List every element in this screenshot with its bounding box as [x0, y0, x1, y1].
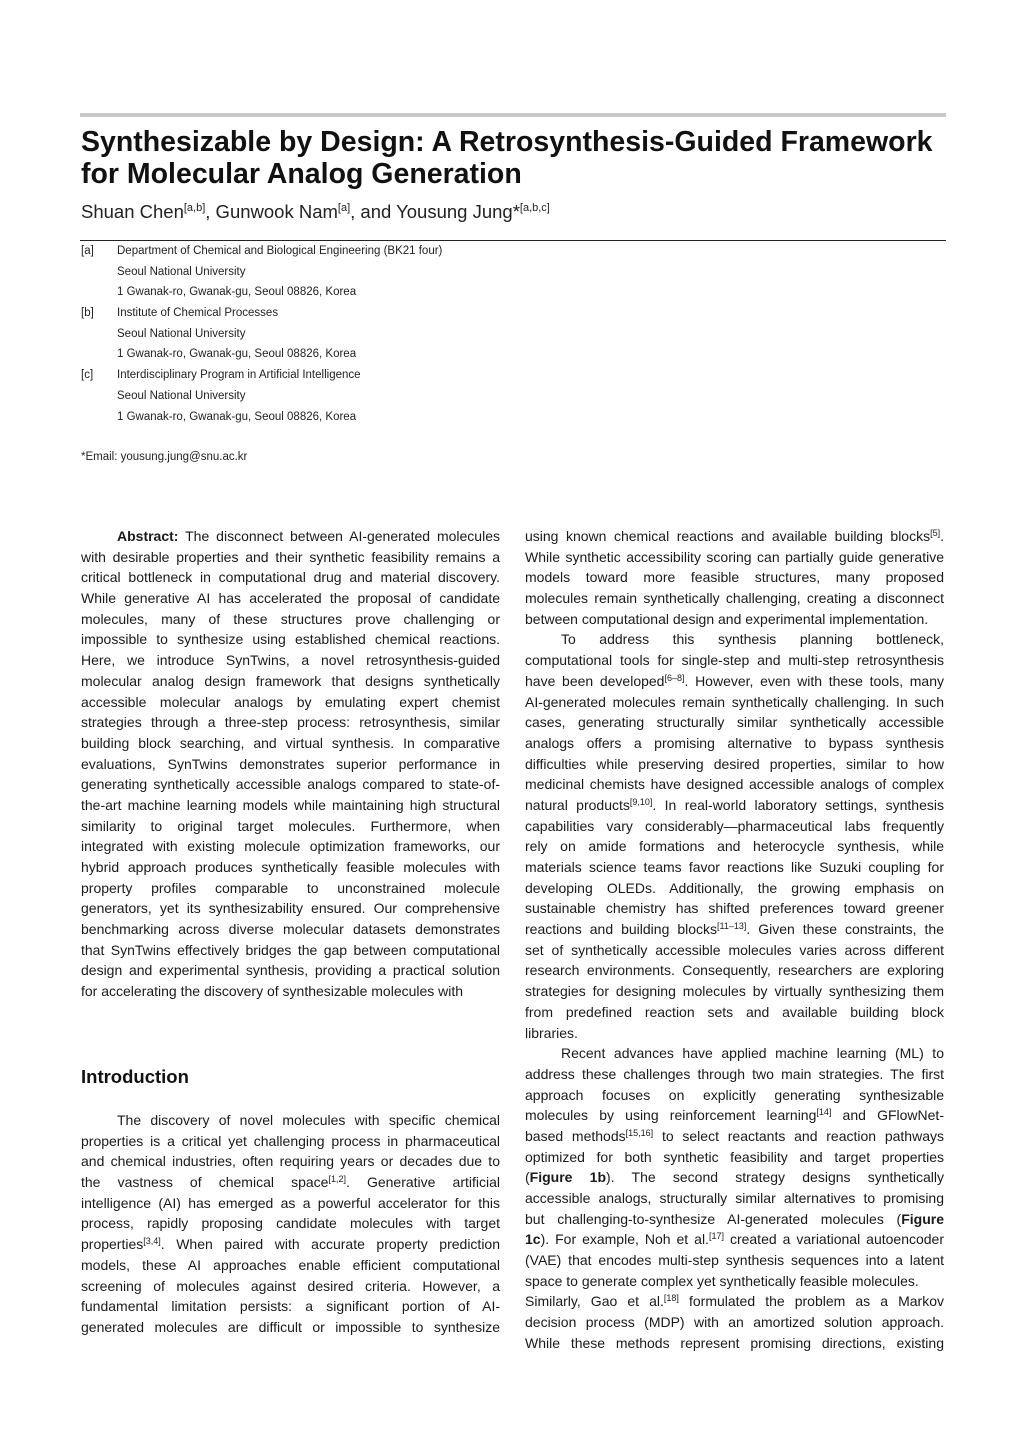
body-line: (VAE) that encodes multi-step synthesis sequences into a latent — [525, 1252, 944, 1269]
affiliation-tag — [81, 324, 117, 345]
body-text: . — [940, 528, 944, 544]
intro-line: properties is a critical yet challenging process in pharmaceutical — [81, 1132, 500, 1149]
right-column — [525, 526, 944, 1354]
abstract-line: with desirable properties and their synthetic feasibility remains a — [81, 548, 500, 565]
body-line: strategies for designing molecules by virtually synthesizing them — [525, 983, 944, 1000]
body-text: created a variational autoencoder — [723, 1231, 944, 1248]
body-line: from predefined reaction sets and available building block — [525, 1003, 944, 1020]
abstract-line: molecules, many of these structures prove challenging or — [81, 610, 500, 627]
abstract-line: hybrid approach produces synthetically feasible molecules with — [81, 859, 500, 875]
body-line: medicinal chemists have designed accessible analogs of complex — [525, 776, 944, 793]
author-3-affiliation: [a,b,c] — [519, 202, 550, 214]
abstract-line-text: The disconnect between AI-generated molecules — [178, 528, 500, 544]
abstract-line: for accelerating the discovery of synthesizable molecules with — [81, 983, 464, 1000]
body-line: address these challenges through two main strategies. The first — [525, 1065, 944, 1082]
body-line: analogs offers a promising alternative to bypass synthesis — [525, 734, 944, 751]
citation: [18] — [663, 1293, 679, 1304]
body-line: sustainable chemistry has shifted preferences toward greener — [525, 900, 944, 917]
body-line: computational tools for single-step and multi-step retrosynthesis — [525, 652, 944, 669]
body-line — [525, 671, 944, 692]
intro-text: properties — [81, 1236, 144, 1253]
body-text: . However, even with these tools, many — [684, 672, 944, 689]
author-list — [81, 199, 550, 225]
body-line: While synthetic accessibility scoring can partially guide generative — [525, 548, 944, 565]
affiliation-list — [81, 241, 781, 427]
figure-ref: Figure 1b — [529, 1169, 607, 1186]
body-line: To address this synthesis planning bottleneck, — [561, 631, 944, 648]
body-text: molecules by using reinforcement learning — [525, 1107, 817, 1124]
body-text: and GFlowNet- — [831, 1107, 944, 1124]
header-rule — [80, 113, 946, 117]
citation: [17] — [708, 1231, 724, 1242]
affiliation-text: 1 Gwanak-ro, Gwanak-gu, Seoul 08826, Korea — [117, 410, 357, 423]
body-line: While these methods represent promising directions, existing — [525, 1334, 944, 1351]
abstract-line: property profiles comparable to unconstrained molecule — [81, 879, 500, 896]
introduction-heading: Introduction — [81, 1066, 189, 1087]
affiliation-tag: [a] — [81, 245, 94, 257]
affiliation-text: Seoul National University — [117, 389, 246, 402]
abstract-line: accessible molecular analogs by emulating expert chemist — [81, 693, 500, 710]
body-line — [525, 1105, 944, 1126]
affiliation-row — [81, 386, 781, 407]
corresponding-email: *Email: yousung.jung@snu.ac.kr — [81, 451, 248, 463]
intro-line: models, these AI approaches enable efficient computational — [81, 1256, 500, 1273]
body-text: . Given these constraints, the — [746, 921, 944, 938]
body-line: research environments. Consequently, researchers are exploring — [525, 962, 944, 979]
body-line: difficulties while preserving desired properties, similar to how — [525, 755, 944, 772]
affiliation-tag: [c] — [81, 369, 94, 382]
abstract-line: impossible to synthesize using established chemical reactions. — [81, 631, 500, 648]
intro-text: . Generative artificial — [345, 1174, 501, 1191]
author-3-name: , and Yousung Jung* — [350, 201, 520, 222]
body-line: models toward more feasible structures, many proposed — [525, 569, 944, 586]
affiliation-tag — [81, 262, 117, 283]
intro-line: intelligence (AI) has emerged as a powerful accelerator for this — [81, 1194, 500, 1211]
affiliation-row — [81, 303, 781, 324]
body-line: set of synthetically accessible molecules varies across different — [525, 941, 944, 958]
affiliation-text: Institute of Chemical Processes — [117, 307, 279, 320]
citation: [5] — [930, 528, 941, 538]
affiliation-row — [81, 407, 781, 428]
body-text: natural products — [525, 796, 630, 813]
author-1-affiliation: [a,b] — [183, 202, 206, 214]
affiliation-row — [81, 241, 781, 262]
body-line: libraries. — [525, 1024, 578, 1041]
abstract-line: the-art machine learning models while maintaining high structural — [81, 796, 500, 813]
body-text: . In real-world laboratory settings, synthesis — [652, 796, 944, 813]
abstract-line: strategies through a three-step process: retrosynthesis, similar — [81, 714, 500, 731]
body-line: developing OLEDs. Additionally, the growing emphasis on — [525, 879, 944, 896]
citation: [6–8] — [664, 672, 685, 683]
body-line: between computational design and experimental implementation. — [525, 610, 929, 627]
affiliation-text: Department of Chemical and Biological Engineering (BK21 four) — [117, 245, 443, 257]
citation: [1,2] — [328, 1174, 346, 1185]
body-line: cases, generating structurally similar synthetically accessible — [525, 714, 944, 731]
body-line: approach focuses on explicitly generating synthesizable — [525, 1086, 944, 1103]
figure-ref: Figure — [901, 1210, 944, 1227]
affiliation-row — [81, 324, 781, 345]
body-text: ). For example, Noh et al. — [540, 1231, 709, 1248]
citation: [15,16] — [625, 1127, 654, 1138]
body-text: using known chemical reactions and available building blocks — [525, 528, 931, 544]
body-text: but challenging-to-synthesize AI-generated molecules ( — [525, 1210, 902, 1227]
body-line: optimized for both synthetic feasibility and target properties — [525, 1148, 944, 1165]
abstract-line — [81, 526, 500, 547]
affiliation-row — [81, 262, 781, 283]
body-line — [525, 795, 944, 816]
body-line: rely on amide formations and heterocycle synthesis, while — [525, 838, 944, 855]
introduction-column — [81, 1110, 500, 1338]
body-text: to select reactants and reaction pathways — [653, 1127, 944, 1144]
body-line: materials science teams favor reactions like Suzuki coupling for — [525, 859, 944, 875]
body-text: ( — [525, 1169, 530, 1186]
body-text: ). The second strategy designs synthetically — [606, 1169, 944, 1186]
figure-ref: 1c — [525, 1231, 541, 1248]
author-2-name: , Gunwook Nam — [205, 201, 338, 222]
intro-line — [81, 1234, 500, 1255]
author-2-affiliation: [a] — [337, 202, 351, 214]
abstract-line: benchmarking across diverse molecular datasets demonstrates — [81, 921, 500, 938]
body-line — [525, 1126, 944, 1147]
body-line: space to generate complex yet synthetically feasible molecules. — [525, 1272, 919, 1289]
abstract-line: generating synthetically accessible analogs compared to state-of- — [81, 776, 500, 793]
abstract-line: critical bottleneck in computational drug and material discovery. — [81, 569, 500, 586]
body-text: Similarly, Gao et al. — [525, 1293, 664, 1310]
citation: [3,4] — [143, 1236, 161, 1247]
abstract-line: evaluations, SynTwins demonstrates superior performance in — [81, 755, 500, 772]
affiliation-tag — [81, 386, 117, 407]
citation: [14] — [816, 1107, 832, 1118]
body-line — [525, 919, 944, 940]
abstract-line: integrated with existing molecule optimization frameworks, our — [81, 838, 500, 855]
affiliation-tag — [81, 282, 117, 303]
citation: [9,10] — [629, 796, 653, 807]
abstract-line: that SynTwins effectively bridges the gap between computational — [81, 941, 500, 958]
affiliation-text: 1 Gwanak-ro, Gwanak-gu, Seoul 08826, Korea — [117, 286, 357, 299]
affiliation-text: Seoul National University — [117, 265, 246, 278]
abstract-line: design and experimental synthesis, providing a practical solution — [81, 962, 500, 979]
affiliation-row — [81, 365, 781, 386]
body-line: AI-generated molecules remain synthetically challenging. In such — [525, 693, 944, 710]
abstract-line: While generative AI has accelerated the proposal of candidate — [81, 590, 500, 607]
affiliation-text: 1 Gwanak-ro, Gwanak-gu, Seoul 08826, Korea — [117, 348, 357, 361]
abstract-label: Abstract: — [117, 528, 179, 544]
affiliation-tag — [81, 344, 117, 365]
intro-line: generated molecules are difficult or impossible to synthesize — [81, 1318, 500, 1335]
intro-line — [81, 1172, 500, 1193]
title-line-1: Synthesizable by Design: A Retrosynthesis-Guided Framework — [81, 126, 933, 158]
affiliation-text: Seoul National University — [117, 327, 246, 340]
body-text: based methods — [525, 1127, 626, 1144]
intro-text: . When paired with accurate property prediction — [160, 1236, 500, 1253]
affiliation-row — [81, 282, 781, 303]
affiliation-tag — [81, 407, 117, 428]
abstract-column — [81, 526, 500, 1002]
intro-line: and chemical industries, often requiring years or decades due to — [81, 1153, 500, 1170]
body-line: Recent advances have applied machine learning (ML) to — [561, 1045, 944, 1062]
affiliation-text: Interdisciplinary Program in Artificial Intelligence — [117, 369, 361, 382]
abstract-line: molecular analog design framework that designs synthetically — [81, 672, 500, 689]
body-text: have been developed — [525, 672, 665, 689]
intro-text: the vastness of chemical space — [81, 1174, 329, 1191]
body-line: accessible analogs, structurally similar alternatives to promising — [525, 1190, 944, 1206]
intro-line: fundamental limitation persists: a significant portion of AI- — [81, 1298, 500, 1315]
abstract-line: building block searching, and virtual synthesis. In comparative — [81, 734, 500, 751]
body-line — [525, 1167, 944, 1188]
citation: [11–13] — [717, 921, 747, 932]
body-line — [525, 1229, 944, 1250]
abstract-line: generators, yet its synthesizability ensured. Our comprehensive — [81, 900, 500, 917]
intro-line: The discovery of novel molecules with specific chemical — [117, 1112, 500, 1128]
intro-line: screening of molecules against desired criteria. However, a — [81, 1277, 500, 1294]
author-1-name: Shuan Chen — [81, 201, 184, 222]
title-line-2: for Molecular Analog Generation — [81, 158, 522, 190]
abstract-line: Here, we introduce SynTwins, a novel retrosynthesis-guided — [81, 652, 500, 669]
affiliation-tag: [b] — [81, 307, 94, 320]
body-text: formulated the problem as a Markov — [678, 1293, 944, 1310]
body-line: molecules remain synthetically challenging, creating a disconnect — [525, 590, 944, 607]
body-line: capabilities vary considerably—pharmaceutical labs frequently — [525, 817, 944, 834]
affiliation-row — [81, 344, 781, 365]
body-text: reactions and building blocks — [525, 921, 717, 938]
intro-line: process, rapidly proposing candidate molecules with target — [81, 1215, 500, 1232]
body-line: decision process (MDP) with an amortized solution approach. — [525, 1314, 944, 1331]
body-line — [525, 1291, 944, 1312]
body-line — [525, 1209, 944, 1230]
paper-title — [81, 126, 947, 190]
body-line — [525, 526, 944, 547]
abstract-line: similarity to original target molecules. Furthermore, when — [81, 817, 500, 834]
